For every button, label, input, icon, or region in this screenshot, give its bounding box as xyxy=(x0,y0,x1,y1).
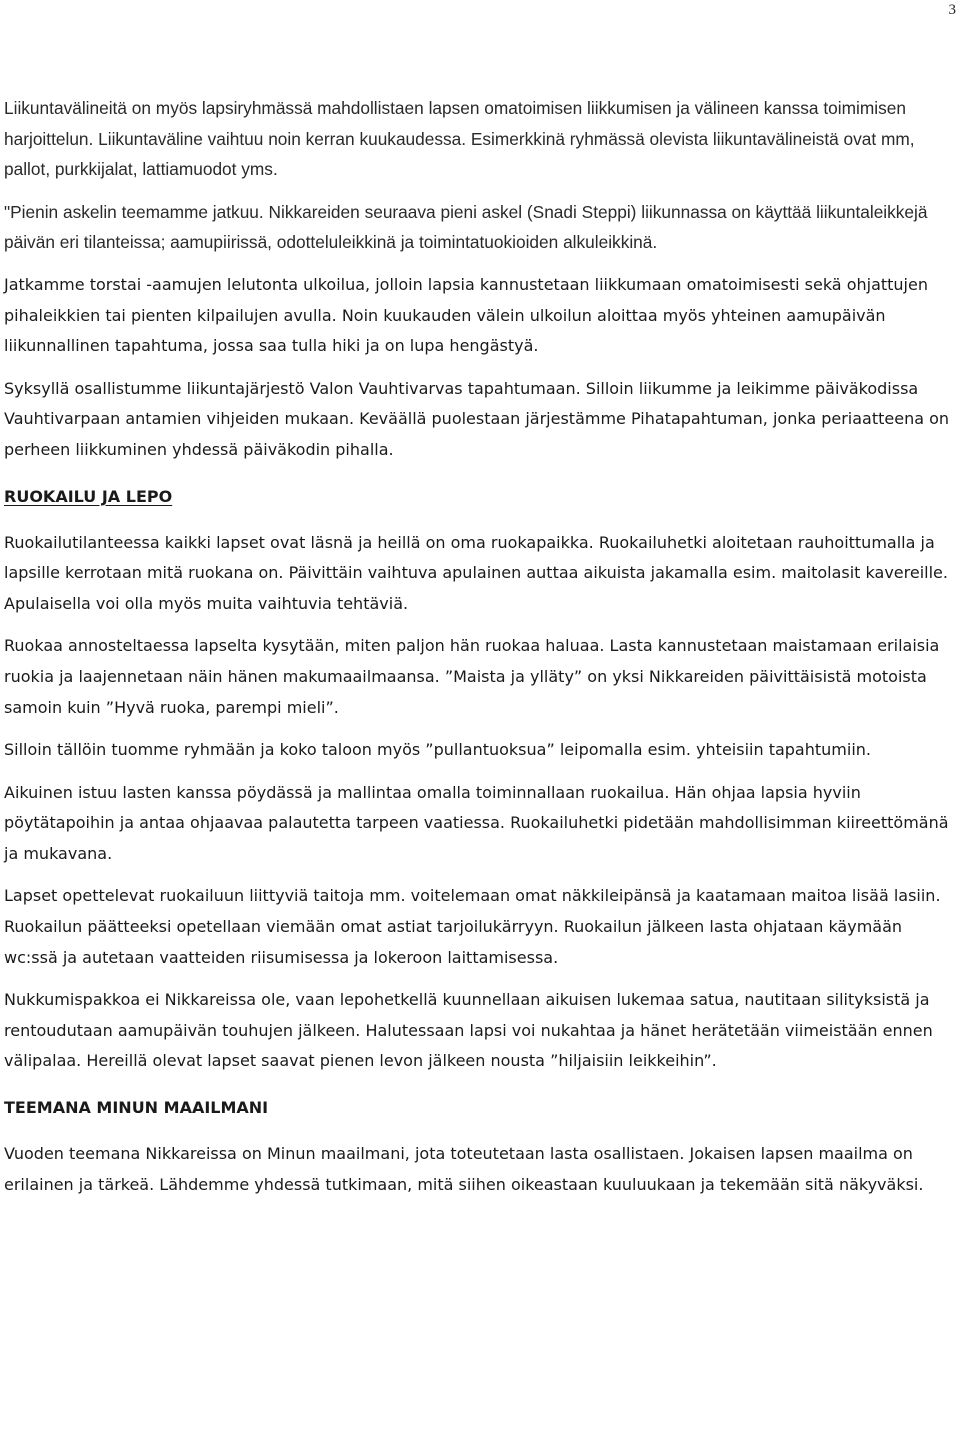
paragraph-pienin-askelin: "Pienin askelin teemamme jatkuu. Nikkareiden seuraava pieni askel (Snadi Steppi) liikunnassa on käyttää liikuntaleikkejä päivän eri tilanteissa; aamupiirissä, odotteluleikkinä ja toimintatuokioiden alkuleikkinä. xyxy=(4,201,928,253)
paragraph-aikuinen: Aikuinen istuu lasten kanssa pöydässä ja mallintaa omalla toiminnallaan ruokailua. Hän ohjaa lapsia hyviin pöytätapoihin ja antaa ohjaavaa palautetta tarpeen vaatiessa. Ruokailuhetki pidetään mahdollisimman kiireettömänä ja mukavana. xyxy=(4,782,949,863)
paragraph-torstai-ulkoilu: Jatkamme torstai -aamujen lelutonta ulkoilua, jolloin lapsia kannustetaan liikkumaan omatoimisesti sekä ohjattujen pihaleikkien tai pienten kilpailujen avulla. Noin kuukauden välein ulkoilun aloittaa myös yhteinen aamupäivän liikunnallinen tapahtuma, jossa saa tulla hiki ja on lupa hengästyä. xyxy=(4,274,928,356)
page-number: 3 xyxy=(948,2,956,18)
paragraph-taidot: Lapset opettelevat ruokailuun liittyviä taitoja mm. voitelemaan omat näkkileipänsä ja kaatamaan maitoa lisää lasiin. Ruokailun päätteeksi opetellaan viemään omat astiat tarjoilukärryyn. Ruokailun jälkeen lasta ohjataan käymään wc:ssä ja autetaan vaatteiden riisumisessa ja lokeroon laittamisessa. xyxy=(4,886,941,967)
document-body xyxy=(4,93,954,1200)
paragraph-lepohetki: Nukkumispakkoa ei Nikkareissa ole, vaan lepohetkellä kuunnellaan aikuisen lukemaa satua, nautitaan silityksistä ja rentoudutaan aamupäivän touhujen jälkeen. Halutessaan lapsi voi nukahtaa ja hänet herätetään viimeistään ennen välipalaa. Hereillä olevat lapset saavat pienen levon jälkeen nousta ”hiljaisiin leikkeihin”. xyxy=(4,990,933,1071)
paragraph-teema: Vuoden teemana Nikkareissa on Minun maailmani, jota toteutetaan lasta osallistaen. Jokaisen lapsen maailma on erilainen ja tärkeä. Lähdemme yhdessä tutkimaan, mitä siihen oikeastaan kuuluukaan ja tekemään sitä näkyväksi. xyxy=(4,1144,924,1194)
heading-teemana-minun-maailmani: TEEMANA MINUN MAAILMANI xyxy=(4,1098,269,1118)
paragraph-syksylla: Syksyllä osallistumme liikuntajärjestö Valon Vauhtivarvas tapahtumaan. Silloin liikumme ja leikimme päiväkodissa Vauhtivarpaan antamien vihjeiden mukaan. Keväällä puolestaan järjestämme Pihatapahtuman, jonka periaatteena on perheen liikkuminen yhdessä päiväkodin pihalla. xyxy=(4,378,950,459)
heading-ruokailu-ja-lepo: RUOKAILU JA LEPO xyxy=(4,486,173,506)
paragraph-pullantuoksu: Silloin tällöin tuomme ryhmään ja koko taloon myös ”pullantuoksua” leipomalla esim. yhteisiin tapahtumiin. xyxy=(4,740,871,760)
paragraph-annostelu: Ruokaa annosteltaessa lapselta kysytään, miten paljon hän ruokaa haluaa. Lasta kannustetaan maistamaan erilaisia ruokia ja laajennetaan näin hänen makumaailmaansa. ”Maista ja ylläty” on yksi Nikkareiden päivittäisistä motoista samoin kuin ”Hyvä ruoka, parempi mieli”. xyxy=(4,636,940,717)
paragraph-ruokailutilanne: Ruokailutilanteessa kaikki lapset ovat läsnä ja heillä on oma ruokapaikka. Ruokailuhetki aloitetaan rauhoittumalla ja lapsille kerrotaan mitä ruokana on. Päivittäin vaihtuva apulainen auttaa aikuista jakamalla esim. maitolasit kavereille. Apulaisella voi olla myös muita vaihtuvia tehtäviä. xyxy=(4,532,948,613)
paragraph-liikuntavalineet: Liikuntavälineitä on myös lapsiryhmässä mahdollistaen lapsen omatoimisen liikkumisen ja välineen kanssa toimimisen harjoittelun. Liikuntaväline vaihtuu noin kerran kuukaudessa. Esimerkkinä ryhmässä olevista liikuntavälineistä ovat mm, pallot, purkkijalat, lattiamuodot yms. xyxy=(4,98,915,180)
